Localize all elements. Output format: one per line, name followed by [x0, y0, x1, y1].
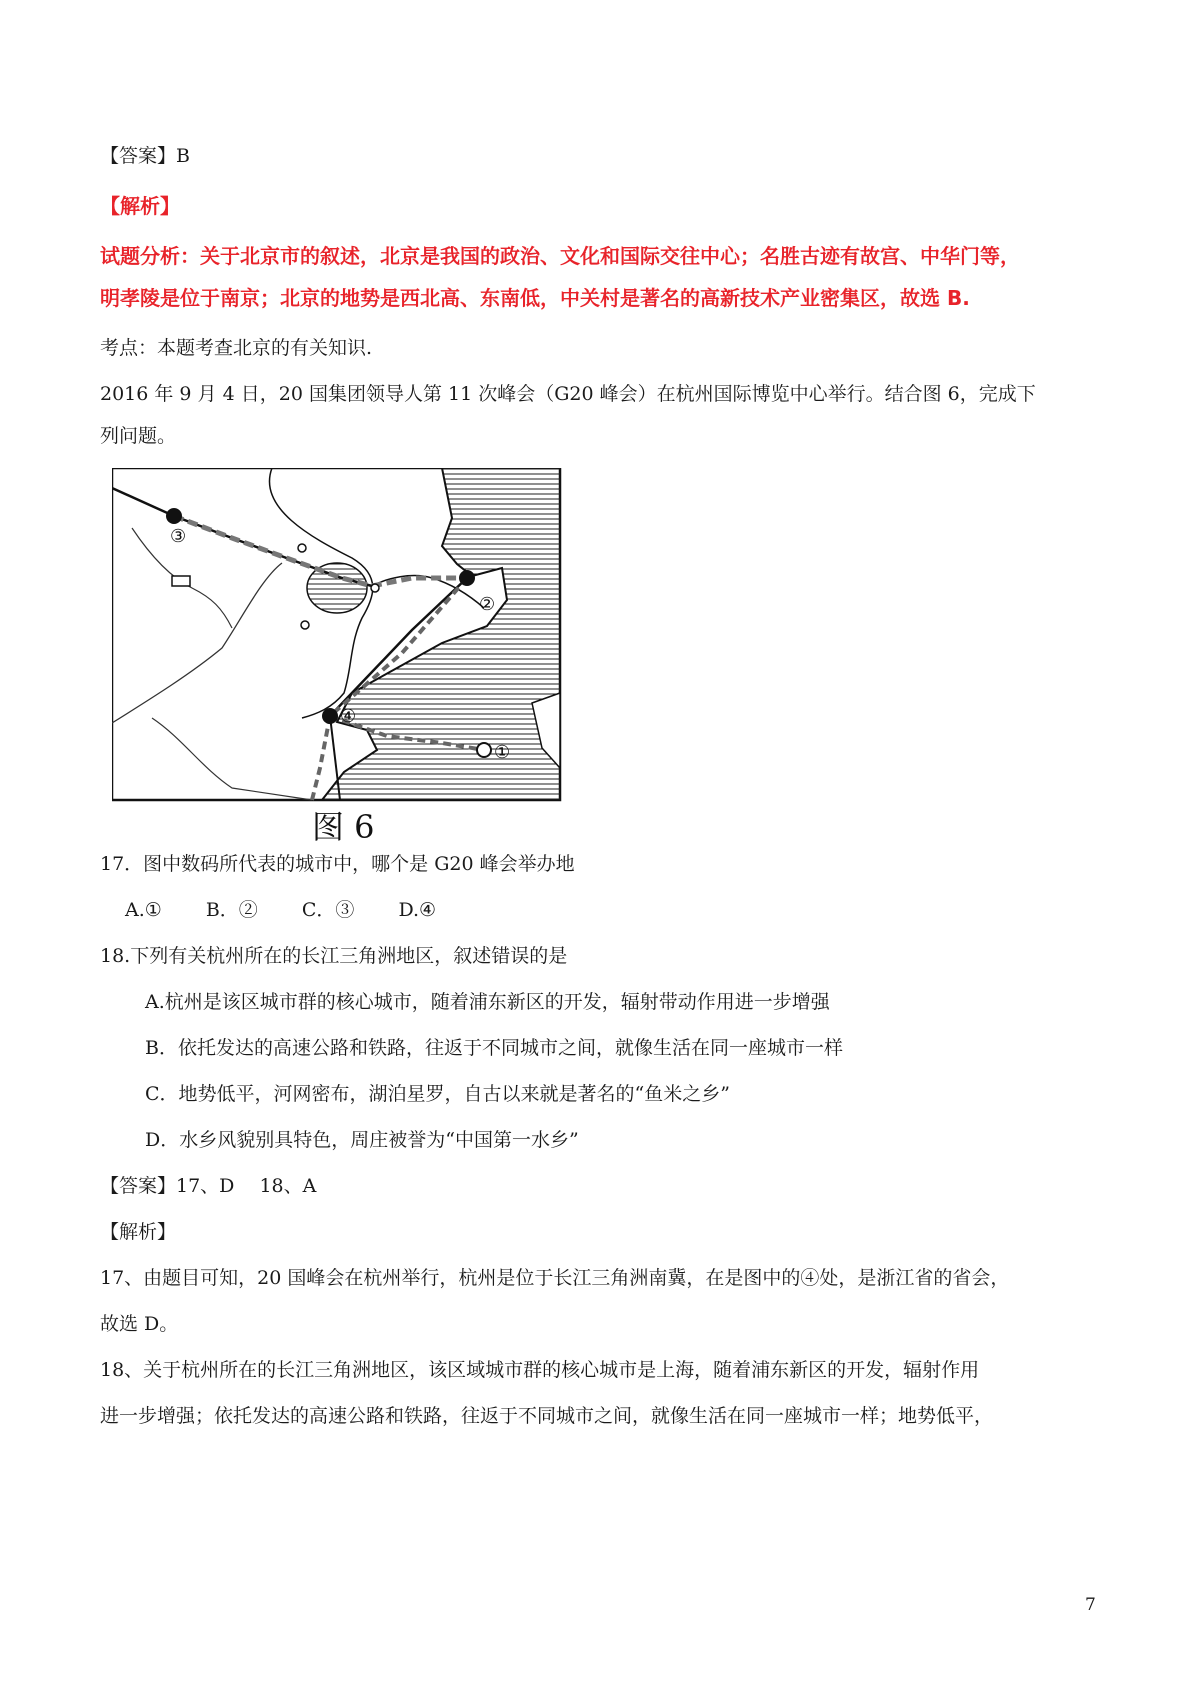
analysis-2-title: 【解析】: [100, 1221, 177, 1243]
marker-1: ①: [494, 742, 511, 763]
q17-options: [125, 898, 474, 922]
q17-stem: 17．图中数码所代表的城市中，哪个是 G20 峰会举办地: [100, 853, 575, 875]
q18-option-c: C．地势低平，河网密布，湖泊星罗，自古以来就是著名的“鱼米之乡”: [145, 1083, 730, 1105]
intro-line-1: 2016 年 9 月 4 日，20 国集团领导人第 11 次峰会（G20 峰会）在杭州国际博览中心举行。结合图 6，完成下: [100, 383, 1036, 405]
marker-4: ④: [340, 706, 357, 727]
exp17-line-2: 故选 D。: [100, 1313, 179, 1335]
q18-option-b: B．依托发达的高速公路和铁路，往返于不同城市之间，就像生活在同一座城市一样: [145, 1037, 843, 1059]
q17-option-a: A.①: [125, 899, 162, 921]
figure-6-map: [112, 468, 568, 850]
analysis-1-line-2: 明孝陵是位于南京；北京的地势是西北高、东南低，中关村是著名的高新技术产业密集区，故选 B.: [100, 286, 970, 310]
map-caption: 图 6: [312, 808, 375, 846]
marker-3: ③: [170, 526, 187, 547]
analysis-1-line-1: 试题分析：关于北京市的叙述，北京是我国的政治、文化和国际交往中心；名胜古迹有故宫、中华门等，: [100, 244, 1020, 268]
q17-option-d: D.④: [398, 899, 437, 921]
answer-1: 【答案】B: [100, 145, 190, 167]
exp18-line-1: 18、关于杭州所在的长江三角洲地区，该区域城市群的核心城市是上海，随着浦东新区的开发，辐射作用: [100, 1359, 980, 1381]
exp17-line-1: 17、由题目可知，20 国峰会在杭州举行，杭州是位于长江三角洲南冀，在是图中的④处，是浙江省的省会，: [100, 1267, 1010, 1289]
q18-option-d: D．水乡风貌别具特色，周庄被誉为“中国第一水乡”: [145, 1129, 579, 1151]
q17-option-c: C．③: [301, 899, 355, 921]
answer-2: 【答案】17、D 18、A: [100, 1175, 317, 1197]
page-number: 7: [1085, 1595, 1096, 1615]
q18-stem: 18.下列有关杭州所在的长江三角洲地区，叙述错误的是: [100, 945, 568, 967]
intro-line-2: 列问题。: [100, 425, 177, 447]
q17-option-b: B．②: [205, 899, 258, 921]
marker-2: ②: [479, 594, 496, 615]
kaodian: 考点：本题考查北京的有关知识.: [100, 337, 373, 359]
analysis-1-title: 【解析】: [100, 194, 180, 218]
q18-option-a: A.杭州是该区城市群的核心城市，随着浦东新区的开发，辐射带动作用进一步增强: [145, 991, 830, 1013]
exp18-line-2: 进一步增强；依托发达的高速公路和铁路，往返于不同城市之间，就像生活在同一座城市一样；地势低平，: [100, 1405, 994, 1427]
